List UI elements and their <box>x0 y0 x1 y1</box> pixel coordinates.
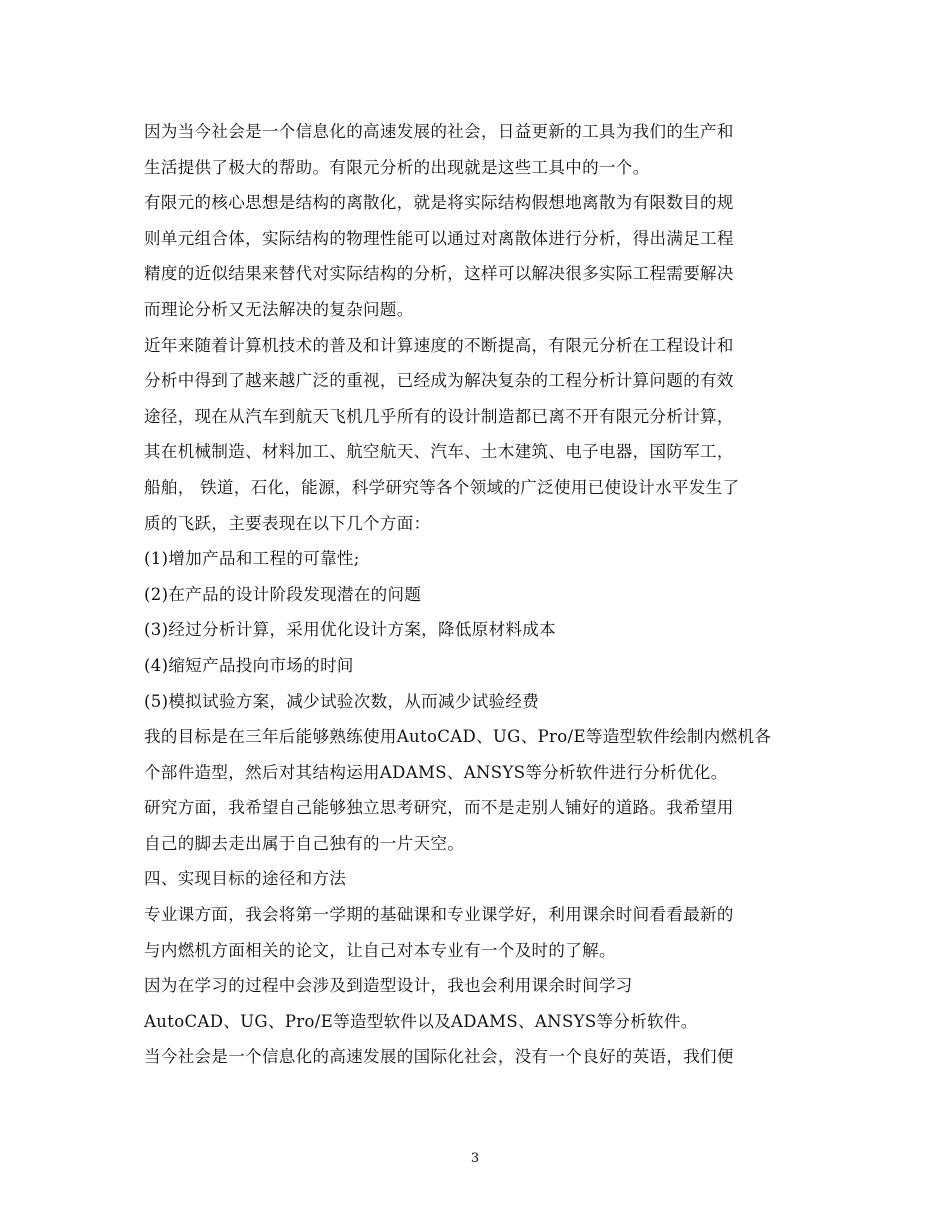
text-line: 自己的脚去走出属于自己独有的一片天空。 <box>144 833 465 853</box>
text-line: 因为在学习的过程中会涉及到造型设计，我也会利用课余时间学习 <box>144 976 633 996</box>
section-heading: 四、实现目标的途径和方法 <box>144 869 347 889</box>
text-line: 个部件造型，然后对其结构运用ADAMS、ANSYS等分析软件进行分析优化。 <box>144 762 728 782</box>
text-line: 船舶， 铁道，石化，能源，科学研究等各个领域的广泛使用已使设计水平发生了 <box>144 477 740 497</box>
text-line: AutoCAD、UG、Pro/E等造型软件以及ADAMS、ANSYS等分析软件。 <box>144 1011 698 1031</box>
list-item: (4)缩短产品投向市场的时间 <box>144 655 354 675</box>
text-line: 其在机械制造、材料加工、航空航天、汽车、土木建筑、电子电器，国防军工， <box>144 442 734 462</box>
text-line: 精度的近似结果来替代对实际结构的分析，这样可以解决很多实际工程需要解决 <box>144 264 734 284</box>
text-line: 而理论分析又无法解决的复杂问题。 <box>144 299 414 319</box>
text-line: 生活提供了极大的帮助。有限元分析的出现就是这些工具中的一个。 <box>144 157 650 177</box>
text-line: 因为当今社会是一个信息化的高速发展的社会，日益更新的工具为我们的生产和 <box>144 122 734 141</box>
text-line: 途径，现在从汽车到航天飞机几乎所有的设计制造都已离不开有限元分析计算， <box>144 406 734 426</box>
text-line: 与内燃机方面相关的论文，让自己对本专业有一个及时的了解。 <box>144 940 616 960</box>
list-item: (2)在产品的设计阶段发现潜在的问题 <box>144 584 422 604</box>
list-item: (5)模拟试验方案，减少试验次数，从而减少试验经费 <box>144 691 540 711</box>
text-line: 质的飞跃，主要表现在以下几个方面： <box>144 513 431 533</box>
page-number: 3 <box>470 1151 480 1166</box>
body-text <box>144 114 809 1075</box>
text-line: 研究方面，我希望自己能够独立思考研究，而不是走别人铺好的道路。我希望用 <box>144 798 734 818</box>
text-line: 近年来随着计算机技术的普及和计算速度的不断提高，有限元分析在工程设计和 <box>144 335 734 355</box>
text-line: 我的目标是在三年后能够熟练使用AutoCAD、UG、Pro/E等造型软件绘制内燃机各 <box>144 727 772 747</box>
text-line: 有限元的核心思想是结构的离散化，就是将实际结构假想地离散为有限数目的规 <box>144 193 734 213</box>
text-line: 分析中得到了越来越广泛的重视，已经成为解决复杂的工程分析计算问题的有效 <box>144 371 734 391</box>
text-line: 专业课方面，我会将第一学期的基础课和专业课学好，利用课余时间看看最新的 <box>144 905 734 925</box>
text-line: 当今社会是一个信息化的高速发展的国际化社会，没有一个良好的英语，我们便 <box>144 1047 734 1067</box>
list-item: (3)经过分析计算，采用优化设计方案，降低原材料成本 <box>144 620 556 640</box>
list-item: (1)增加产品和工程的可靠性; <box>144 549 360 569</box>
text-line: 则单元组合体，实际结构的物理性能可以通过对离散体进行分析，得出满足工程 <box>144 228 734 248</box>
